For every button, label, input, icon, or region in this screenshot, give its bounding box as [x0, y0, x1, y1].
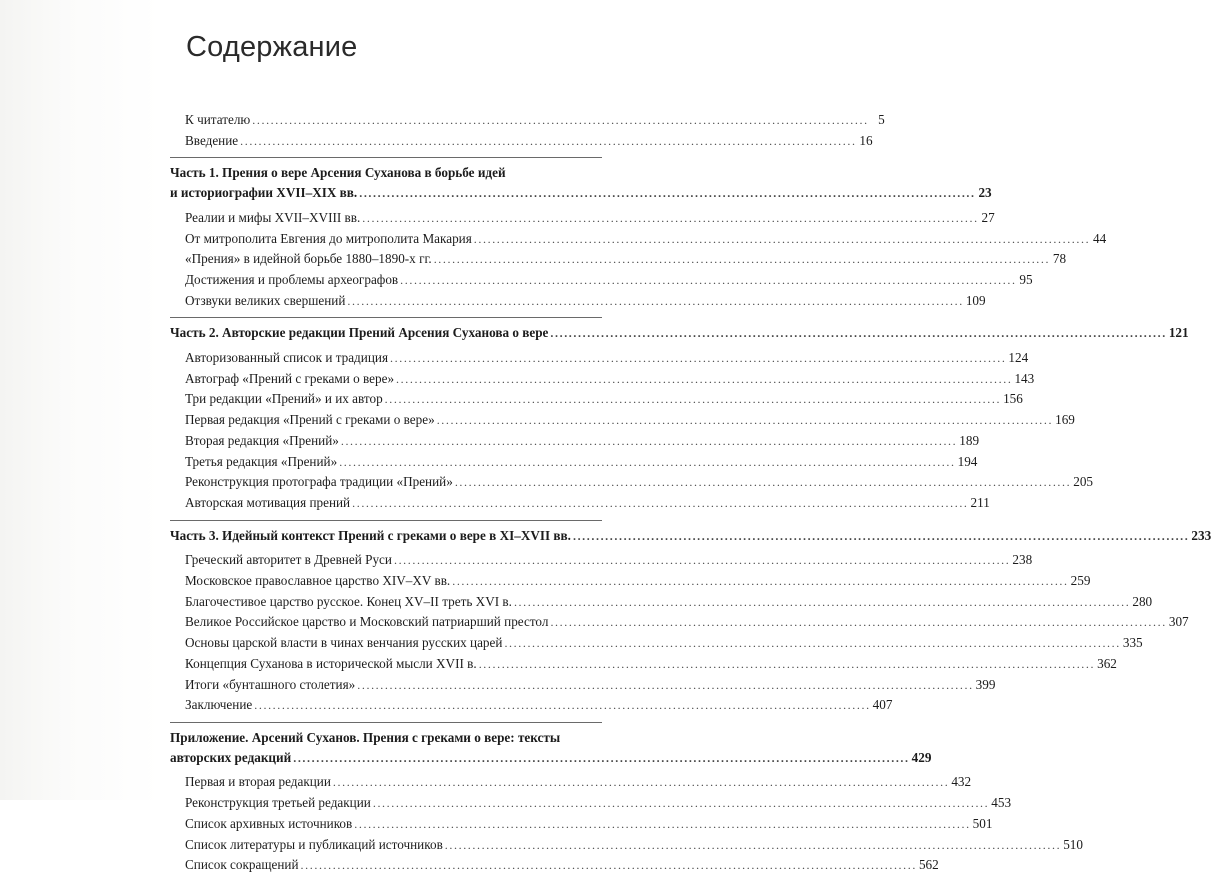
- toc-page-number: 429: [911, 749, 932, 765]
- toc-page-number: 407: [872, 697, 893, 713]
- toc-page-number: 335: [1122, 635, 1143, 651]
- toc-entry-label: Введение: [185, 132, 239, 148]
- toc-page-number: 362: [1097, 655, 1117, 671]
- toc-page-number: 124: [1008, 350, 1029, 366]
- toc-part-3[interactable]: [170, 526, 1211, 547]
- toc-entry-label: Основы царской власти в чинах венчания русских царей: [185, 635, 503, 651]
- toc-page-number: 156: [1003, 391, 1023, 407]
- toc-page-number: 307: [1168, 614, 1189, 630]
- leader-dots: ......................................................................................................................................: [454, 475, 1072, 490]
- toc-entry-label: Отзвуки великих свершений: [185, 292, 346, 308]
- toc-part-title-line2: и историографии XVII–XIX вв.: [170, 185, 358, 201]
- toc-page-number: 238: [1012, 552, 1033, 568]
- toc-entry[interactable]: [170, 249, 1067, 270]
- toc-page-number: 27: [981, 209, 995, 225]
- toc-entry-label: Первая и вторая редакции: [185, 774, 331, 790]
- toc-entry[interactable]: [170, 472, 1094, 493]
- toc-entry[interactable]: [170, 695, 893, 716]
- leader-dots: ......................................................................................................................................: [372, 796, 990, 811]
- toc-entry[interactable]: [170, 410, 1075, 431]
- toc-page-number: 259: [1070, 573, 1091, 589]
- toc-entry-label: Итоги «бунташного столетия»: [185, 676, 356, 692]
- leader-dots: ......................................................................................................................................: [433, 252, 1051, 267]
- toc-entry-label: Реконструкция протографа традиции «Прений»: [185, 474, 453, 490]
- toc-entry-label: Греческий авторитет в Древней Руси: [185, 552, 392, 568]
- leader-dots: ......................................................................................................................................: [252, 113, 869, 127]
- toc-entry-label: Великое Российское царство и Московский патриарший престол: [185, 614, 549, 630]
- leader-dots: ......................................................................................................................................: [339, 454, 956, 469]
- leader-dots: ......................................................................................................................................: [384, 392, 1002, 407]
- toc-entry[interactable]: [170, 571, 1091, 592]
- toc-part-1[interactable]: [170, 163, 992, 203]
- toc-page-number: 501: [972, 815, 993, 831]
- toc-part-title-line2: авторских редакций: [170, 749, 292, 765]
- toc-page-number: 399: [975, 676, 996, 692]
- toc-entry-label: Первая редакция «Прений с греками о вере»: [185, 412, 435, 428]
- toc-entry-label: Благочестивое царство русское. Конец XV–II треть XVI в.: [185, 593, 512, 609]
- leader-dots: ......................................................................................................................................: [359, 186, 976, 201]
- toc-entry[interactable]: [170, 229, 1107, 250]
- toc-page-number: 169: [1055, 412, 1075, 428]
- toc-page-number: 143: [1014, 370, 1035, 386]
- toc-page-number: 189: [959, 432, 980, 448]
- toc-entry[interactable]: [170, 612, 1189, 633]
- leader-dots: ......................................................................................................................................: [332, 775, 950, 790]
- toc-entry-label: Автограф «Прений с греками о вере»: [185, 370, 395, 386]
- leader-dots: ......................................................................................................................................: [550, 615, 1167, 630]
- section-divider: [170, 722, 602, 723]
- toc-entry[interactable]: [170, 431, 980, 452]
- toc-page-number: 280: [1132, 593, 1153, 609]
- toc-page-number: 78: [1052, 251, 1067, 267]
- toc-entry-label: Вторая редакция «Прений»: [185, 432, 339, 448]
- toc-entry[interactable]: [170, 675, 996, 696]
- toc-entry-label: Московское православное царство XIV–XV вв.: [185, 573, 451, 589]
- leader-dots: ......................................................................................................................................: [513, 594, 1131, 609]
- toc-entry[interactable]: [170, 835, 1083, 856]
- toc-entry[interactable]: [170, 493, 990, 514]
- toc-entry-label: Авторская мотивация прений: [185, 494, 351, 510]
- toc-page-number: 95: [1019, 271, 1033, 287]
- page-title: Содержание: [186, 31, 358, 63]
- leader-dots: ......................................................................................................................................: [357, 677, 974, 692]
- toc-entry[interactable]: [170, 855, 939, 876]
- table-of-contents: [170, 110, 1211, 876]
- toc-appendix[interactable]: [170, 728, 932, 768]
- toc-entry[interactable]: [170, 369, 1035, 390]
- toc-page-number: 562: [918, 857, 939, 873]
- leader-dots: ......................................................................................................................................: [452, 574, 1069, 589]
- toc-entry[interactable]: [170, 772, 972, 793]
- section-divider: [170, 317, 602, 318]
- toc-entry-label: Список архивных источников: [185, 815, 353, 831]
- toc-entry-label: Достижения и проблемы археографов: [185, 271, 399, 287]
- toc-entry[interactable]: [170, 270, 1033, 291]
- toc-entry-label: Три редакции «Прений» и их автор: [185, 391, 383, 407]
- toc-entry-label: Реалии и мифы XVII–XVIII вв.: [185, 209, 361, 225]
- toc-page-number: 453: [991, 795, 1012, 811]
- leader-dots: ......................................................................................................................................: [444, 837, 1062, 852]
- leader-dots: ......................................................................................................................................: [572, 528, 1190, 543]
- leader-dots: ......................................................................................................................................: [240, 133, 857, 148]
- toc-entry-label: «Прения» в идейной борьбе 1880–1890-х гг.: [185, 251, 432, 267]
- toc-entry-label: Заключение: [185, 697, 253, 713]
- toc-entry-introduction[interactable]: [170, 131, 873, 152]
- section-divider: [170, 157, 602, 158]
- toc-entry[interactable]: [170, 592, 1153, 613]
- toc-page-number: 432: [951, 774, 972, 790]
- toc-page-number: 194: [957, 453, 978, 469]
- toc-entry[interactable]: [170, 793, 1012, 814]
- leader-dots: ......................................................................................................................................: [396, 371, 1013, 386]
- toc-entry[interactable]: [170, 814, 993, 835]
- toc-entry-reader[interactable]: [170, 110, 885, 131]
- leader-dots: ......................................................................................................................................: [393, 553, 1011, 568]
- toc-page-number: 205: [1073, 474, 1094, 490]
- toc-entry[interactable]: [170, 389, 1023, 410]
- toc-entry-label: К читателю: [185, 112, 251, 127]
- toc-entry[interactable]: [170, 452, 978, 473]
- leader-dots: ......................................................................................................................................: [473, 231, 1091, 246]
- toc-part-title-line1: Приложение. Арсений Суханов. Прения с греками о вере: тексты: [170, 729, 561, 745]
- leader-dots: ......................................................................................................................................: [436, 413, 1054, 428]
- leader-dots: ......................................................................................................................................: [390, 351, 1007, 366]
- leader-dots: ......................................................................................................................................: [352, 495, 969, 510]
- leader-dots: ......................................................................................................................................: [400, 272, 1017, 287]
- leader-dots: ......................................................................................................................................: [300, 858, 917, 873]
- toc-entry-label: Концепция Суханова в исторической мысли XVII в.: [185, 655, 477, 671]
- leader-dots: ......................................................................................................................................: [293, 750, 910, 765]
- leader-dots: ......................................................................................................................................: [340, 433, 958, 448]
- toc-page-number: 233: [1191, 527, 1211, 543]
- leader-dots: ......................................................................................................................................: [362, 210, 979, 225]
- toc-entry-label: Реконструкция третьей редакции: [185, 795, 371, 811]
- toc-page-number: 23: [978, 185, 992, 201]
- toc-part-2[interactable]: [170, 323, 1189, 344]
- toc-entry-label: Список сокращений: [185, 857, 299, 873]
- leader-dots: ......................................................................................................................................: [504, 636, 1121, 651]
- toc-part-title-line1: Часть 1. Прения о вере Арсения Суханова в борьбе идей: [170, 165, 506, 181]
- toc-entry-label: От митрополита Евгения до митрополита Макария: [185, 230, 472, 246]
- toc-page-number: 5: [878, 112, 885, 127]
- toc-page-number: 16: [859, 132, 873, 148]
- leader-dots: ......................................................................................................................................: [347, 293, 964, 308]
- toc-entry[interactable]: [170, 208, 995, 229]
- toc-entry[interactable]: [170, 550, 1033, 571]
- toc-entry[interactable]: [170, 654, 1117, 675]
- toc-page-number: 211: [970, 494, 990, 510]
- toc-page-number: 44: [1093, 230, 1107, 246]
- toc-entry-label: Авторизованный список и традиция: [185, 350, 389, 366]
- toc-part-title: Часть 2. Авторские редакции Прений Арсения Суханова о вере: [170, 325, 549, 341]
- toc-part-title: Часть 3. Идейный контекст Прений с греками о вере в XI–XVII вв.: [170, 527, 571, 543]
- toc-entry[interactable]: [170, 291, 986, 312]
- toc-entry-label: Третья редакция «Прений»: [185, 453, 338, 469]
- toc-page-number: 109: [965, 292, 986, 308]
- leader-dots: ......................................................................................................................................: [550, 326, 1167, 341]
- toc-entry[interactable]: [170, 633, 1143, 654]
- toc-page-number: 510: [1063, 836, 1083, 852]
- toc-entry[interactable]: [170, 348, 1029, 369]
- leader-dots: ......................................................................................................................................: [354, 816, 971, 831]
- toc-page-number: 121: [1168, 325, 1189, 341]
- toc-entry-label: Список литературы и публикаций источников: [185, 836, 443, 852]
- section-divider: [170, 520, 602, 521]
- leader-dots: ......................................................................................................................................: [254, 698, 871, 713]
- leader-dots: ......................................................................................................................................: [478, 656, 1096, 671]
